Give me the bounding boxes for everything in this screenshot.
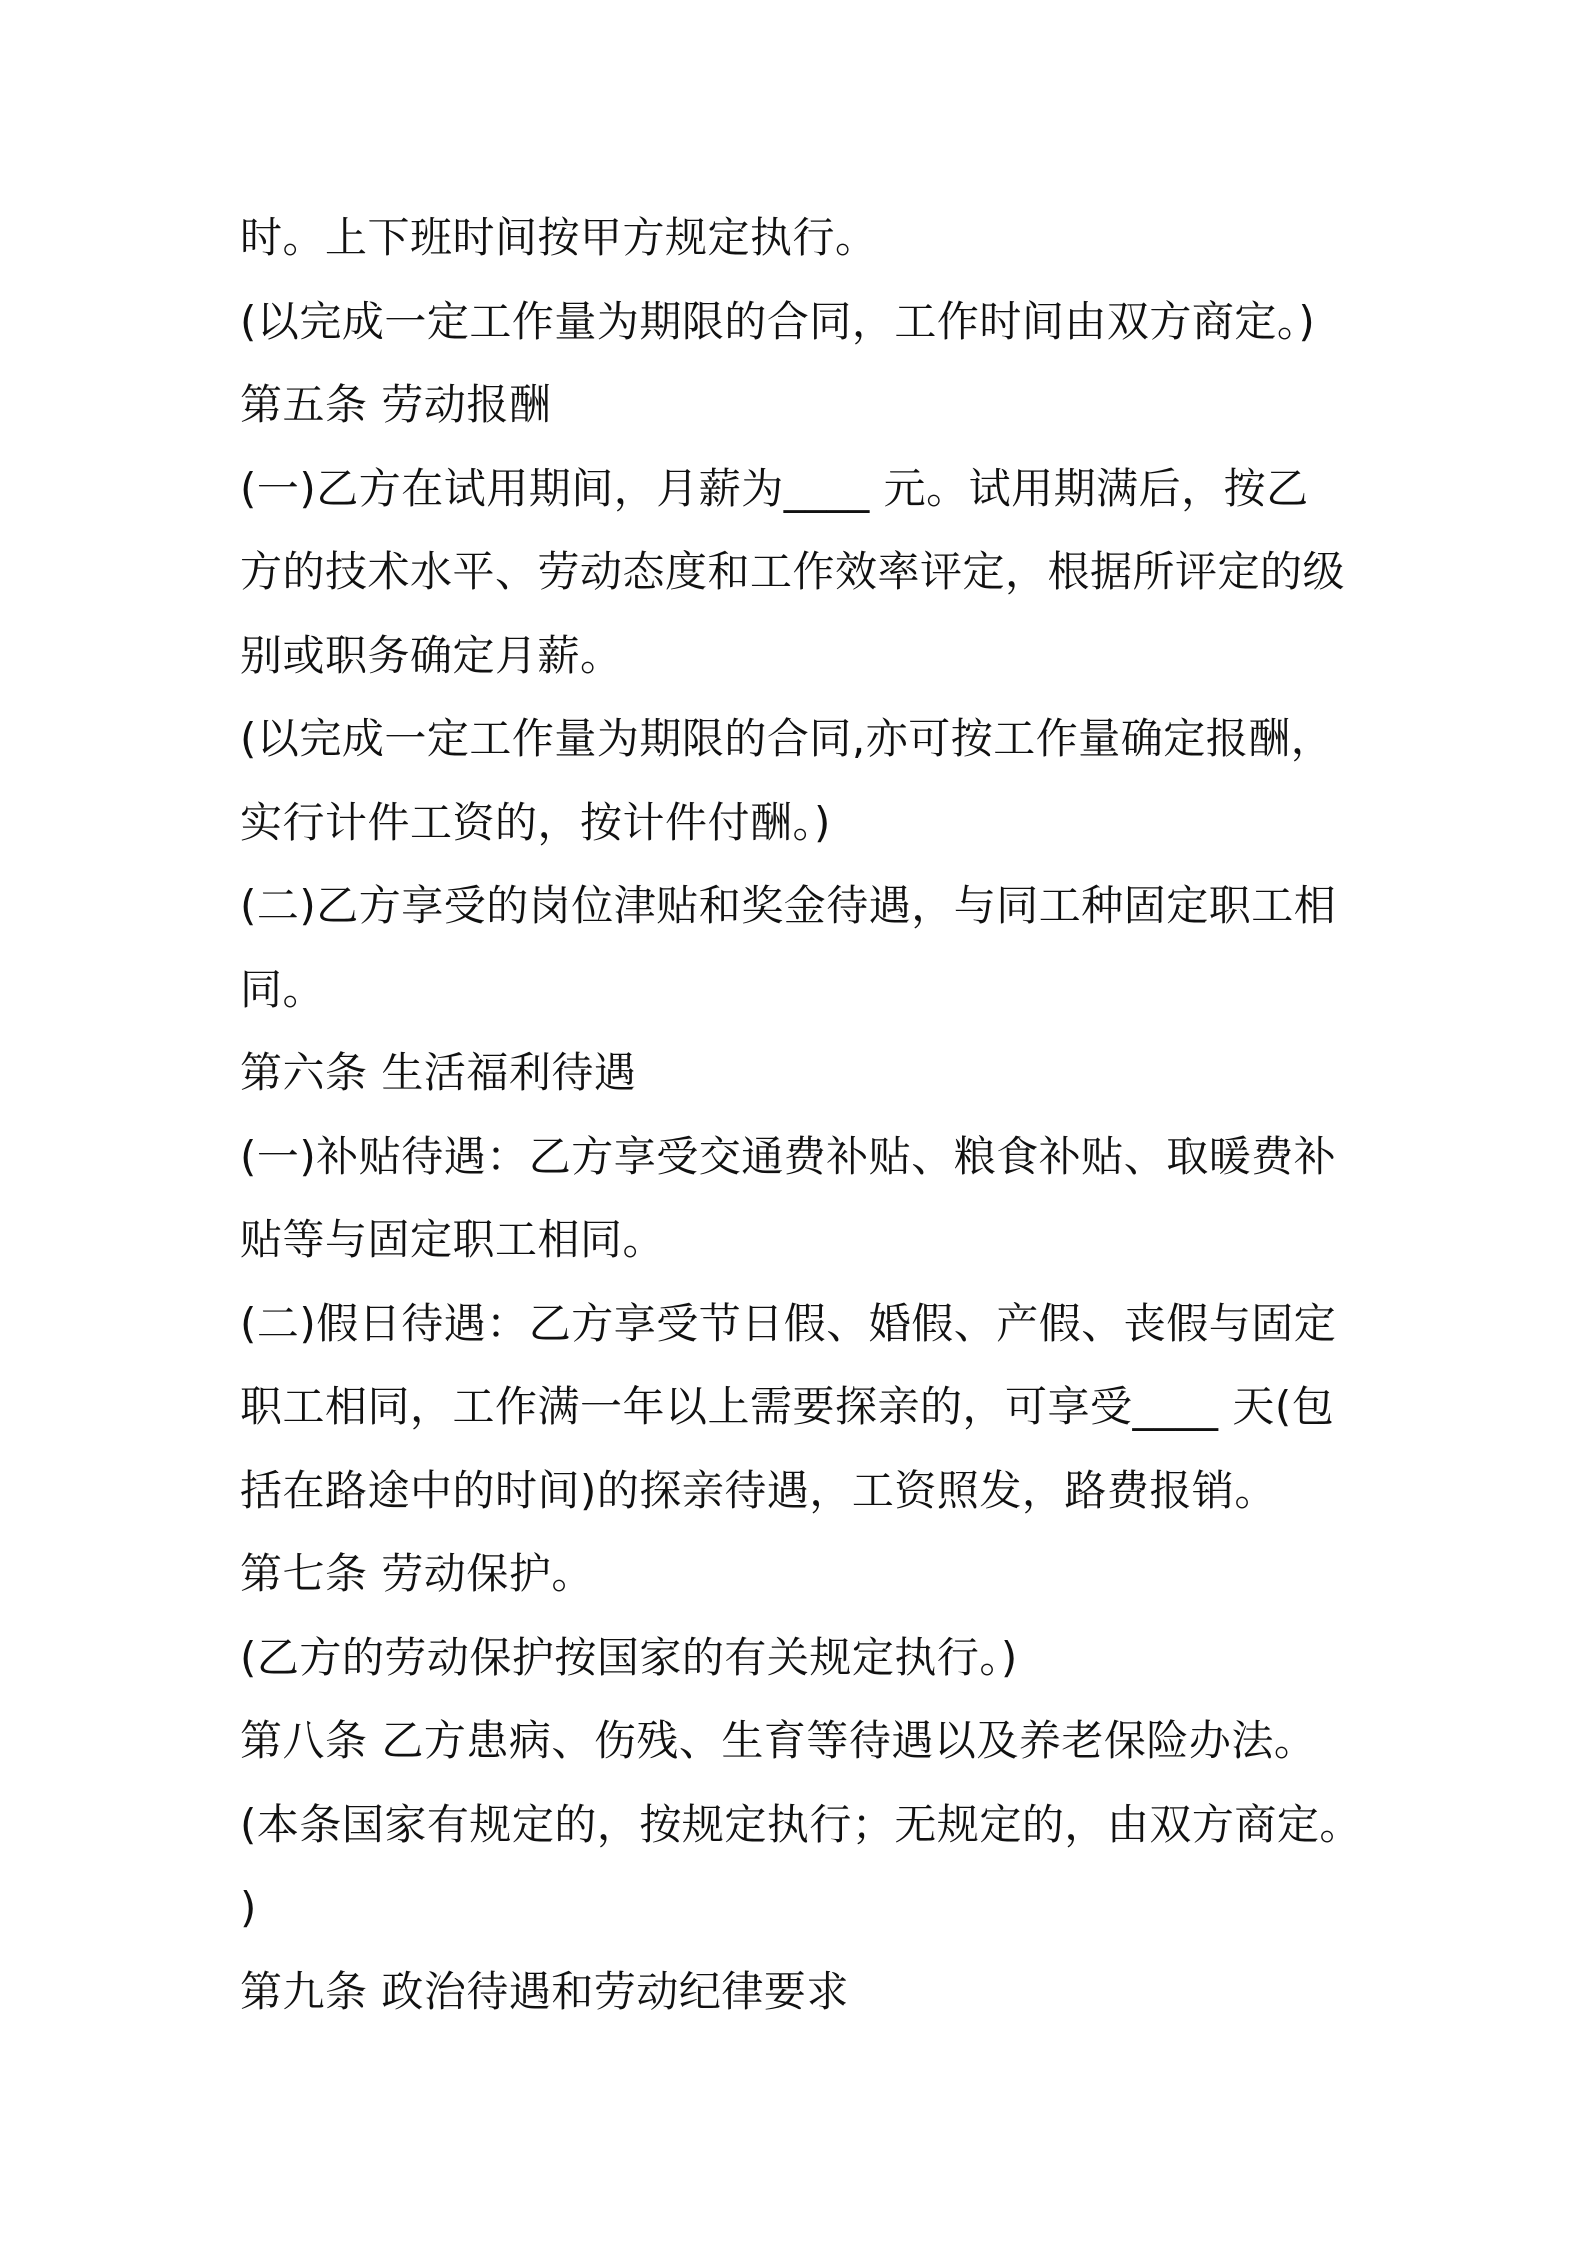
document-body (240, 196, 1360, 2033)
text-line: (本条国家有规定的，按规定执行；无规定的，由双方商定。 (240, 1799, 1362, 1849)
text-line: (以完成一定工作量为期限的合同,亦可按工作量确定报酬， (240, 714, 1334, 763)
text-line: 方的技术水平、劳动态度和工作效率评定，根据所评定的级 (240, 547, 1346, 596)
text-line: ) (240, 1883, 257, 1932)
section-heading: 第七条 劳动保护。 (240, 1549, 594, 1598)
text-line: 别或职务确定月薪。 (240, 630, 623, 680)
section-heading: 第五条 劳动报酬 (240, 380, 552, 429)
section-heading: 第九条 政治待遇和劳动纪律要求 (240, 1966, 849, 2016)
section-heading: 第八条 乙方患病、伤残、生育等待遇以及养老保险办法。 (240, 1716, 1317, 1765)
text-line: (一)补贴待遇：乙方享受交通费补贴、粮食补贴、取暖费补 (240, 1131, 1337, 1181)
text-line: (二)假日待遇：乙方享受节日假、婚假、产假、丧假与固定 (240, 1298, 1337, 1348)
text-line: 实行计件工资的，按计件付酬。) (240, 797, 831, 847)
text-line: (以完成一定工作量为期限的合同，工作时间由双方商定。) (240, 296, 1316, 346)
text-line: 职工相同，工作满一年以上需要探亲的，可享受____ 天(包 (240, 1382, 1335, 1431)
text-line: (乙方的劳动保护按国家的有关规定执行。) (240, 1632, 1018, 1682)
text-line: 同。 (240, 964, 326, 1014)
text-line: 时。上下班时间按甲方规定执行。 (240, 213, 878, 262)
section-heading: 第六条 生活福利待遇 (240, 1048, 637, 1097)
text-line: (二)乙方享受的岗位津贴和奖金待遇，与同工种固定职工相 (240, 881, 1337, 930)
text-line: (一)乙方在试用期间，月薪为____ 元。试用期满后，按乙 (240, 463, 1309, 513)
text-line: 括在路途中的时间)的探亲待遇，工资照发，路费报销。 (240, 1465, 1277, 1515)
text-line: 贴等与固定职工相同。 (240, 1215, 666, 1264)
